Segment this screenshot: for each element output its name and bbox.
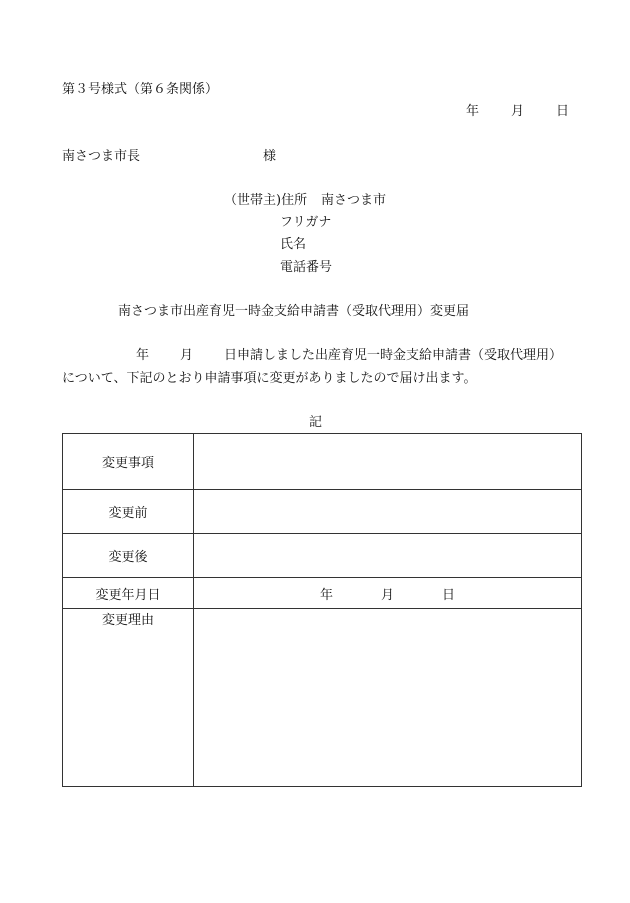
change-reason-field[interactable] xyxy=(194,609,582,787)
address-label: （世帯主)住所 xyxy=(224,193,308,208)
table-row xyxy=(63,578,582,609)
date-year-label: 年 xyxy=(466,104,480,119)
addressee: 南さつま市長 xyxy=(62,149,141,164)
change-date-month: 月 xyxy=(380,587,394,603)
document-title: 南さつま市出産育児一時金支給申請書（受取代理用）変更届 xyxy=(118,304,470,319)
body-line-1-text: 日申請しました出産育児一時金支給申請書（受取代理用） xyxy=(224,348,563,363)
change-date-day: 日 xyxy=(442,587,456,603)
change-date-year: 年 xyxy=(319,587,333,603)
change-table xyxy=(62,433,582,787)
ki-heading: 記 xyxy=(309,415,323,430)
phone-label: 電話番号 xyxy=(280,260,333,275)
form-number: 第３号様式（第６条関係） xyxy=(62,82,219,97)
table-row xyxy=(63,609,582,787)
before-change-label: 変更前 xyxy=(63,490,194,534)
name-label: 氏名 xyxy=(280,237,307,252)
body-year: 年 xyxy=(136,348,150,363)
after-change-field[interactable] xyxy=(194,534,582,578)
change-date-field[interactable] xyxy=(194,578,582,609)
date-day-label: 日 xyxy=(556,104,570,119)
address-value: 南さつま市 xyxy=(321,193,387,208)
table-row xyxy=(63,434,582,490)
body-line-1 xyxy=(62,349,562,362)
change-date-label: 変更年月日 xyxy=(63,578,194,609)
addressee-suffix: 様 xyxy=(263,149,277,164)
body-month: 月 xyxy=(180,348,194,363)
change-item-label: 変更事項 xyxy=(63,434,194,490)
body-line-2: について、下記のとおり申請事項に変更がありましたので届け出ます。 xyxy=(62,371,477,386)
table-row xyxy=(63,490,582,534)
change-reason-label: 変更理由 xyxy=(63,609,194,787)
furigana-label: フリガナ xyxy=(280,215,332,230)
date-month-label: 月 xyxy=(511,104,525,119)
before-change-field[interactable] xyxy=(194,490,582,534)
after-change-label: 変更後 xyxy=(63,534,194,578)
change-item-field[interactable] xyxy=(194,434,582,490)
table-row xyxy=(63,534,582,578)
